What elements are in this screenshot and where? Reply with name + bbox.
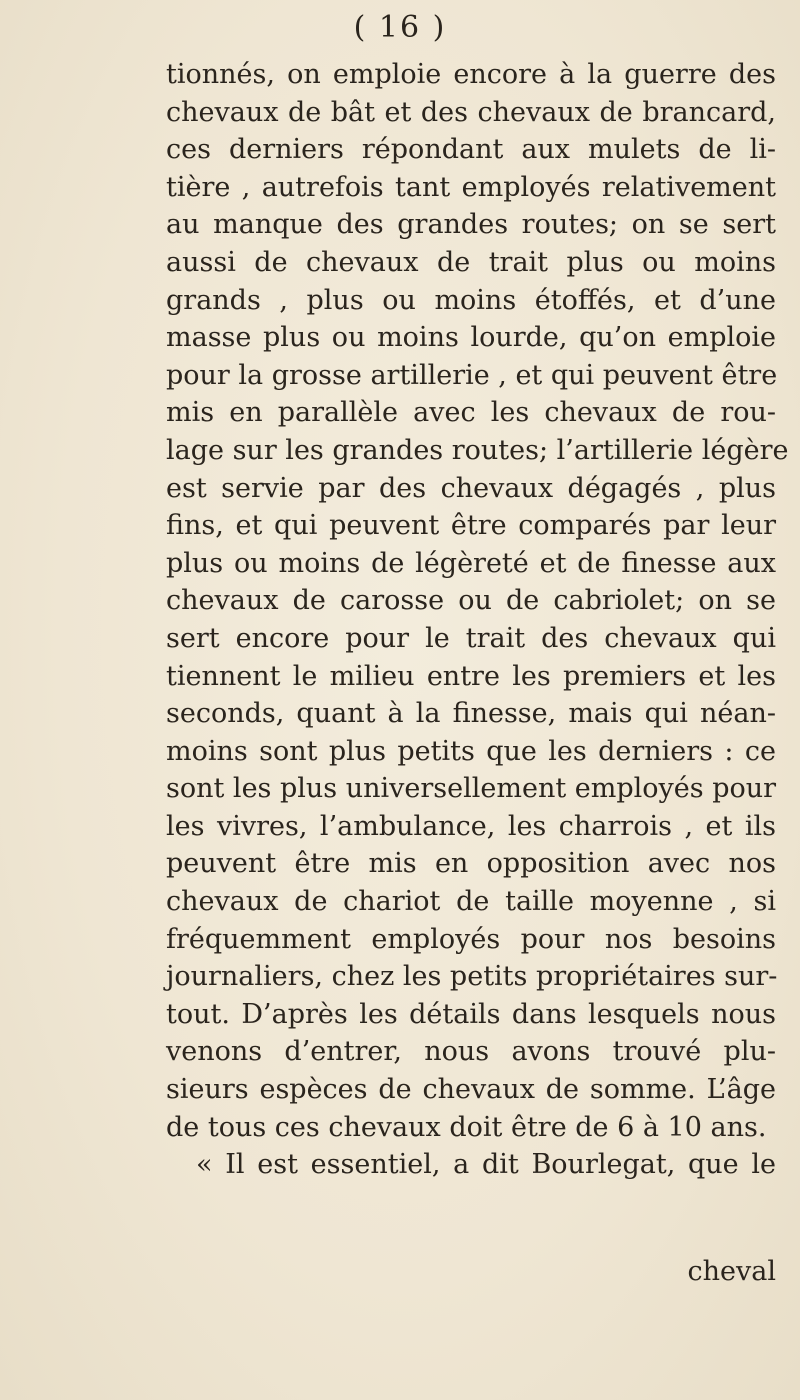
text-line: journaliers, chez les petits propriétaires sur- [166, 961, 778, 993]
text-line: plus ou moins de légèreté et de finesse aux [166, 547, 776, 579]
text-line: est servie par des chevaux dégagés , plus [166, 472, 776, 504]
catchword: cheval [687, 1256, 776, 1287]
text-line: fins, et qui peuvent être comparés par leur [166, 510, 776, 542]
text-line: mis en parallèle avec les chevaux de rou- [166, 397, 776, 429]
text-line: moins sont plus petits que les derniers : ce [166, 735, 776, 767]
text-line: pour la grosse artillerie , et qui peuvent être [166, 359, 778, 391]
body-text [166, 56, 789, 1184]
text-line: lage sur les grandes routes; l’artillerie légère [166, 434, 789, 466]
text-line: tout. D’après les détails dans lesquels nous [166, 998, 776, 1030]
text-line: tionnés, on emploie encore à la guerre des [166, 59, 776, 90]
text-line: aussi de chevaux de trait plus ou moins [166, 246, 776, 278]
text-line: venons d’entrer, nous avons trouvé plu- [166, 1036, 776, 1068]
text-line: sert encore pour le trait des chevaux qui [166, 622, 776, 654]
text-line: sieurs espèces de chevaux de somme. L’âge [166, 1074, 776, 1106]
text-line: seconds, quant à la finesse, mais qui néan- [166, 698, 776, 730]
text-line: tière , autrefois tant employés relativement [166, 171, 776, 203]
text-line: fréquemment employés pour nos besoins [166, 923, 776, 955]
text-line: chevaux de bât et des chevaux de brancard, [166, 96, 776, 128]
quote-line: « Il est essentiel, a dit Bourlegat, que le [196, 1149, 776, 1181]
text-line: au manque des grandes routes; on se sert [166, 209, 776, 241]
text-line: chevaux de chariot de taille moyenne , si [166, 886, 776, 918]
text-line: grands , plus ou moins étoffés, et d’une [166, 284, 776, 316]
text-line: de tous ces chevaux doit être de 6 à 10 ans. [166, 1111, 767, 1143]
page-number: ( 16 ) [353, 10, 447, 45]
text-line: les vivres, l’ambulance, les charrois , et ils [166, 810, 776, 842]
text-line: sont les plus universellement employés pour [166, 773, 777, 805]
text-line: peuvent être mis en opposition avec nos [166, 848, 776, 880]
text-line: tiennent le milieu entre les premiers et les [166, 660, 776, 692]
text-line: chevaux de carosse ou de cabriolet; on se [166, 585, 776, 617]
text-line: masse plus ou moins lourde, qu’on emploie [166, 322, 776, 354]
text-line: ces derniers répondant aux mulets de li- [166, 134, 776, 166]
